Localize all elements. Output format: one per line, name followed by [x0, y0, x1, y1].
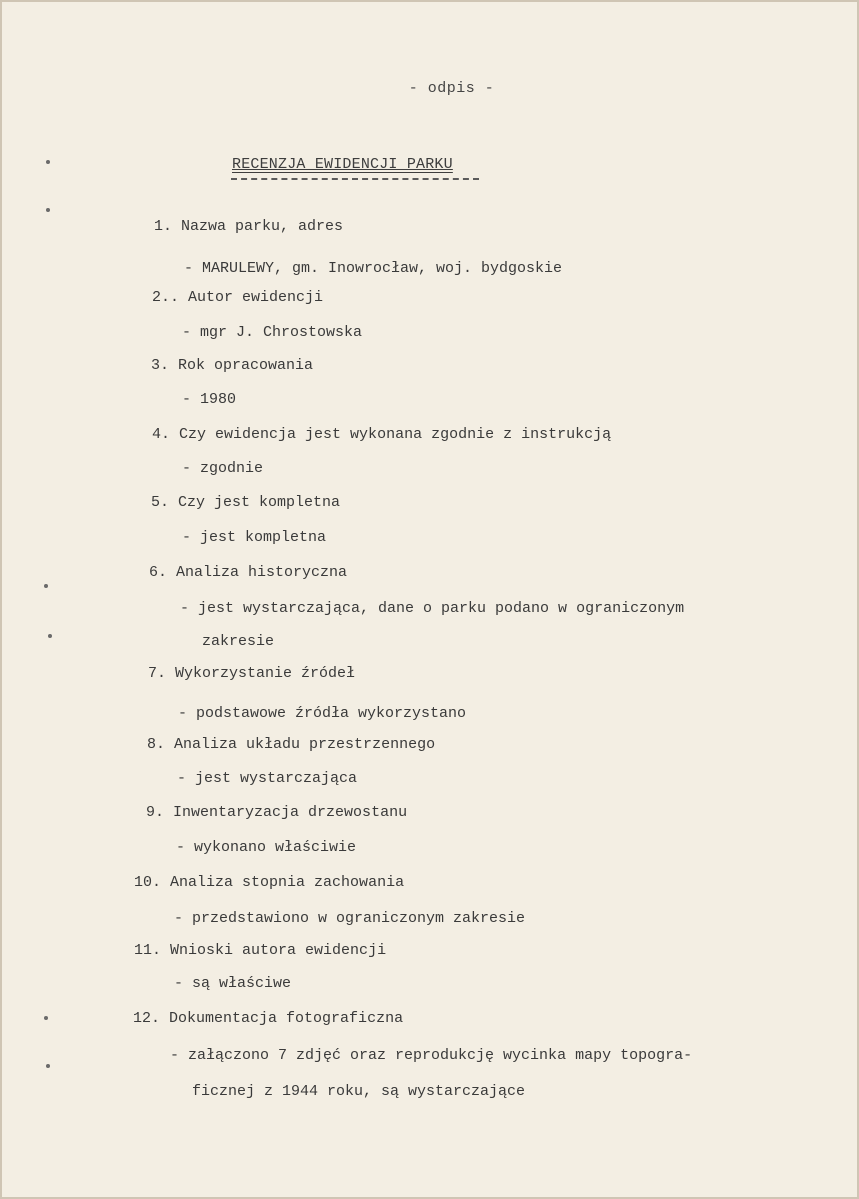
review-item-1	[154, 218, 343, 235]
review-item-9	[146, 804, 407, 821]
item-answer: - wykonano właściwie	[176, 839, 357, 856]
margin-mark	[44, 584, 48, 588]
document-header	[2, 80, 859, 97]
item-question: Analiza stopnia zachowania	[170, 874, 405, 891]
margin-mark	[46, 208, 50, 212]
review-item-6	[149, 564, 347, 581]
item-number: 12.	[133, 1010, 161, 1027]
item-answer: - jest kompletna	[182, 529, 327, 546]
item-number: 9.	[146, 804, 165, 821]
item-number: 5.	[151, 494, 170, 511]
item-answer: - jest wystarczająca	[177, 770, 358, 787]
review-item-8	[147, 736, 435, 753]
item-answer: zakresie	[202, 633, 275, 650]
margin-mark	[46, 1064, 50, 1068]
item-answer: - MARULEWY, gm. Inowrocław, woj. bydgoskie	[184, 260, 563, 277]
item-number: 11.	[134, 942, 162, 959]
review-item-10	[134, 874, 404, 891]
item-question: Inwentaryzacja drzewostanu	[173, 804, 408, 821]
review-item-5	[151, 494, 340, 511]
item-answer: - jest wystarczająca, dane o parku podano w ograniczonym	[180, 600, 685, 617]
item-answer: - są właściwe	[174, 975, 292, 992]
item-question: Autor ewidencji	[188, 289, 324, 306]
margin-mark	[46, 160, 50, 164]
item-answer: - załączono 7 zdjęć oraz reprodukcję wycinka mapy topogra-	[170, 1047, 693, 1064]
item-question: Wnioski autora ewidencji	[170, 942, 387, 959]
margin-mark	[44, 1016, 48, 1020]
item-answer: ficznej z 1944 roku, są wystarczające	[192, 1083, 526, 1100]
document-title: RECENZJA EWIDENCJI PARKU	[232, 156, 453, 173]
item-question: Rok opracowania	[178, 357, 314, 374]
item-question: Czy ewidencja jest wykonana zgodnie z instrukcją	[179, 426, 612, 443]
title-underline	[231, 178, 479, 180]
item-number: 7.	[148, 665, 167, 682]
margin-mark	[48, 634, 52, 638]
header-text: - odpis -	[408, 80, 495, 97]
review-item-3	[151, 357, 313, 374]
item-question: Analiza układu przestrzennego	[174, 736, 436, 753]
item-number: 8.	[147, 736, 166, 753]
item-number: 2..	[152, 289, 180, 306]
item-number: 1.	[154, 218, 173, 235]
item-question: Analiza historyczna	[176, 564, 348, 581]
item-number: 3.	[151, 357, 170, 374]
item-answer: - 1980	[182, 391, 237, 408]
item-answer: - mgr J. Chrostowska	[182, 324, 363, 341]
item-question: Wykorzystanie źródeł	[175, 665, 356, 682]
item-answer: - przedstawiono w ograniczonym zakresie	[174, 910, 526, 927]
item-answer: - podstawowe źródła wykorzystano	[178, 705, 467, 722]
review-item-4	[152, 426, 611, 443]
review-item-11	[134, 942, 386, 959]
item-question: Nazwa parku, adres	[181, 218, 344, 235]
item-number: 4.	[152, 426, 171, 443]
item-answer: - zgodnie	[182, 460, 264, 477]
item-number: 6.	[149, 564, 168, 581]
item-question: Dokumentacja fotograficzna	[169, 1010, 404, 1027]
review-item-12	[133, 1010, 403, 1027]
item-question: Czy jest kompletna	[178, 494, 341, 511]
review-item-2	[152, 289, 323, 306]
item-number: 10.	[134, 874, 162, 891]
review-item-7	[148, 665, 355, 682]
